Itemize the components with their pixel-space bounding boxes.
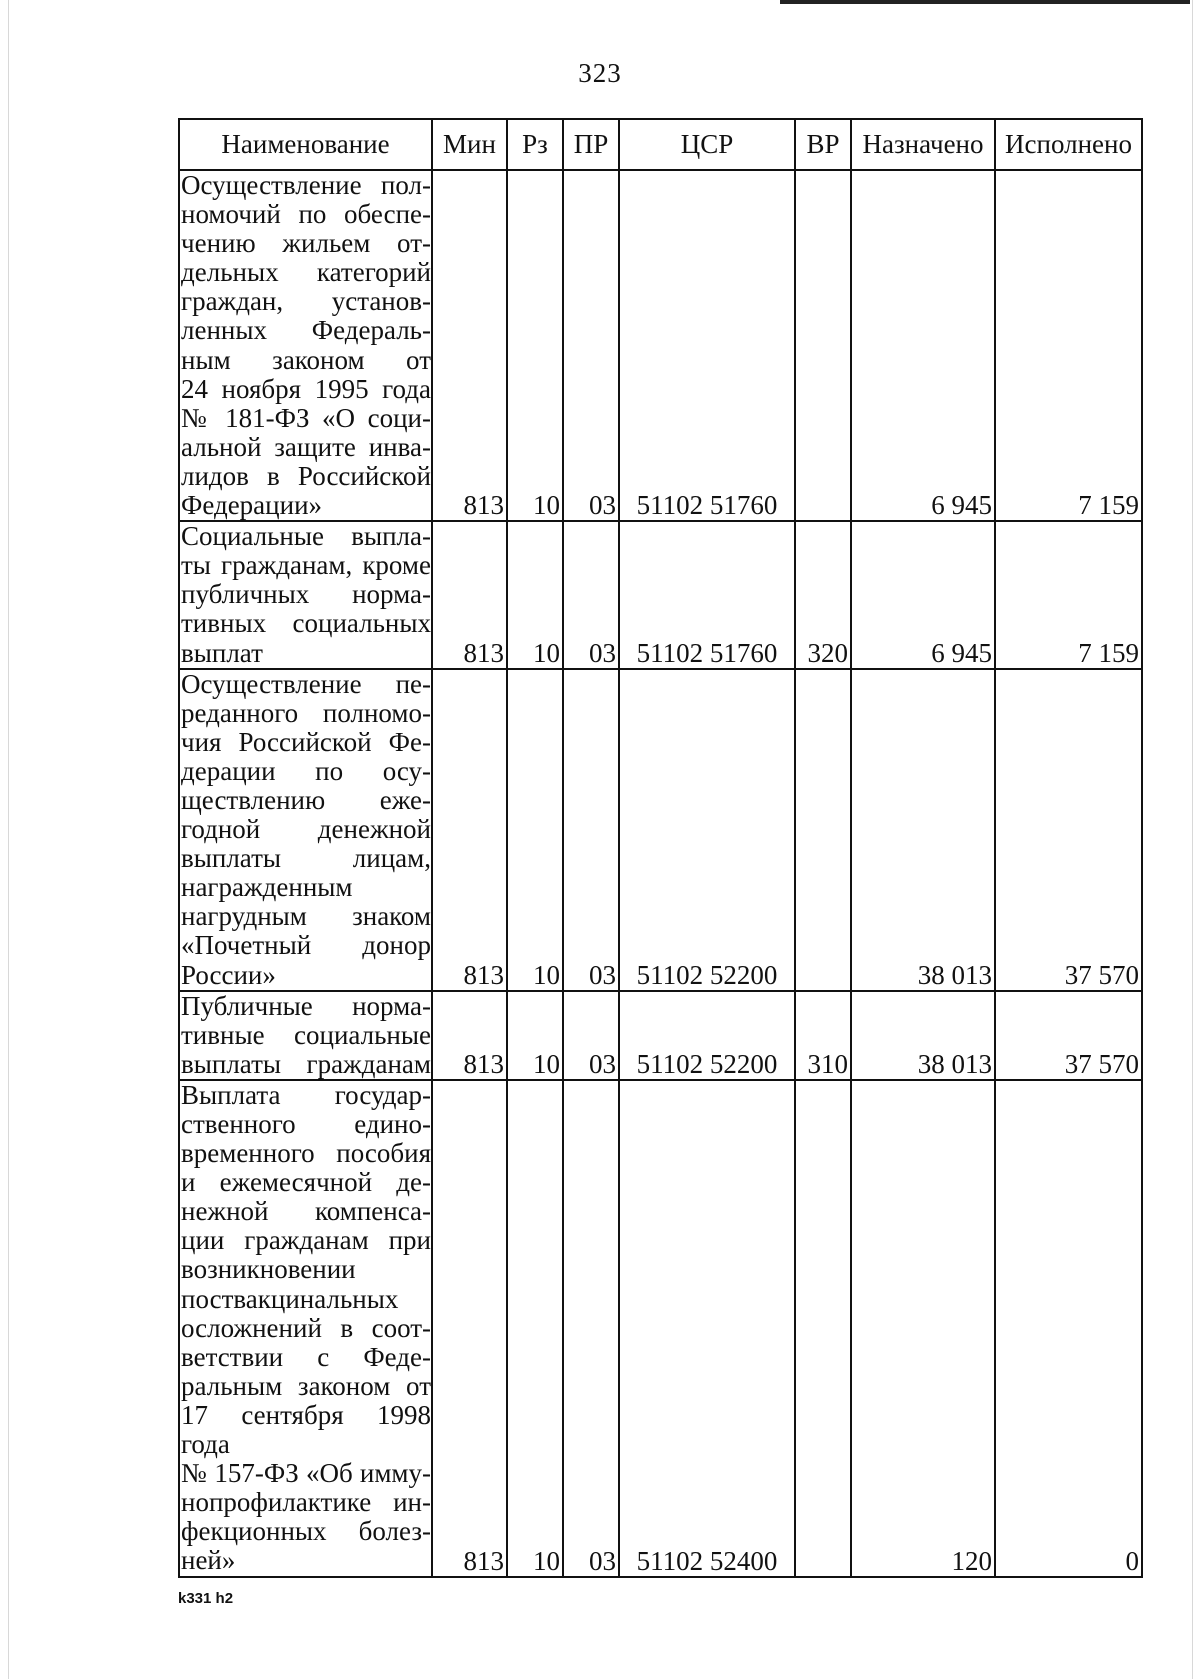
- cell-pr: 03: [563, 1080, 619, 1577]
- cell-rz: 10: [507, 669, 563, 991]
- row-name-line: России»: [181, 959, 276, 990]
- cell-rz: 10: [507, 1080, 563, 1577]
- row-name-line: нежной компенса-: [181, 1196, 431, 1227]
- row-name-line: ветствии с Феде-: [181, 1341, 431, 1372]
- header-pr: ПР: [563, 119, 619, 170]
- cell-rz: 10: [507, 170, 563, 521]
- row-name-line: ственного едино-: [181, 1109, 431, 1139]
- footer-code: k331 h2: [178, 1590, 234, 1607]
- cell-rz: 10: [507, 521, 563, 668]
- table-row: [179, 1080, 1142, 1577]
- cell-rz: 10: [507, 991, 563, 1080]
- budget-table: [178, 118, 1143, 1578]
- row-name-line: нопрофилактике ин-: [181, 1487, 431, 1518]
- header-name: Наименование: [179, 119, 432, 170]
- row-name-line: ществлению еже-: [181, 784, 431, 815]
- row-name-line: возникновении: [181, 1254, 356, 1285]
- row-name-line: № 157-ФЗ «Об имму-: [181, 1458, 431, 1489]
- table-row: [179, 170, 1142, 521]
- row-name-line: ным законом от: [181, 344, 431, 375]
- row-name-line: фекционных болез-: [181, 1516, 431, 1547]
- cell-min: 813: [432, 170, 507, 521]
- row-name-line: ральным законом от: [181, 1370, 431, 1401]
- cell-min: 813: [432, 669, 507, 991]
- table-row: [179, 521, 1142, 668]
- cell-assigned: 6 945: [851, 521, 995, 668]
- cell-assigned: 120: [851, 1080, 995, 1577]
- row-name-line: ции гражданам при: [181, 1225, 431, 1256]
- cell-csr: 51102 51760: [619, 170, 795, 521]
- cell-executed: 7 159: [995, 170, 1142, 521]
- row-name-line: публичных норма-: [181, 579, 431, 610]
- row-name-line: чению жильем от-: [181, 228, 431, 259]
- row-name-line: Социальные выпла-: [181, 521, 431, 552]
- header-min: Мин: [432, 119, 507, 170]
- row-name-line: награжденным: [181, 872, 353, 903]
- cell-executed: 0: [995, 1080, 1142, 1577]
- table-body: [179, 170, 1142, 1577]
- cell-vr: [795, 1080, 851, 1577]
- row-name-line: Публичные норма-: [181, 990, 431, 1021]
- cell-executed: 37 570: [995, 991, 1142, 1080]
- cell-executed: 37 570: [995, 669, 1142, 991]
- row-name: [179, 991, 432, 1080]
- row-name-line: ты гражданам, кроме: [181, 550, 431, 581]
- row-name-line: Выплата государ-: [181, 1079, 431, 1110]
- cell-executed: 7 159: [995, 521, 1142, 668]
- cell-min: 813: [432, 991, 507, 1080]
- row-name: [179, 521, 432, 668]
- row-name-line: 24 ноября 1995 года: [181, 373, 431, 404]
- row-name-line: нагрудным знаком: [181, 901, 431, 932]
- row-name-line: граждан, установ-: [181, 286, 431, 317]
- cell-min: 813: [432, 521, 507, 668]
- row-name-line: Федерации»: [181, 490, 323, 521]
- cell-assigned: 6 945: [851, 170, 995, 521]
- table-header-row: [179, 119, 1142, 170]
- cell-pr: 03: [563, 991, 619, 1080]
- row-name-line: тивные социальные: [181, 1019, 431, 1050]
- row-name-line: и ежемесячной де-: [181, 1167, 431, 1198]
- cell-pr: 03: [563, 521, 619, 668]
- row-name-line: дельных категорий: [181, 257, 431, 288]
- table-row: [179, 991, 1142, 1080]
- row-name-line: «Почетный донор: [181, 930, 431, 961]
- row-name-line: осложнений в соот-: [181, 1312, 431, 1343]
- row-name-line: Осуществление пол-: [181, 170, 431, 200]
- header-executed: Исполнено: [995, 119, 1142, 170]
- row-name: [179, 669, 432, 991]
- row-name-line: выплат: [181, 637, 263, 668]
- table-row: [179, 669, 1142, 991]
- header-rz: Рз: [507, 119, 563, 170]
- row-name-line: дерации по осу-: [181, 755, 431, 786]
- row-name-line: ленных Федераль-: [181, 315, 431, 346]
- cell-vr: 320: [795, 521, 851, 668]
- row-name-line: 17 сентября 1998 года: [181, 1399, 431, 1460]
- row-name-line: поствакцинальных: [181, 1283, 399, 1314]
- header-csr: ЦСР: [619, 119, 795, 170]
- cell-vr: [795, 669, 851, 991]
- row-name-line: выплаты лицам,: [181, 843, 431, 874]
- row-name-line: годной денежной: [181, 814, 431, 845]
- row-name-line: альной защите инва-: [181, 431, 431, 462]
- cell-assigned: 38 013: [851, 991, 995, 1080]
- row-name-line: выплаты гражданам: [181, 1048, 431, 1079]
- row-name-line: лидов в Российской: [181, 460, 431, 491]
- top-rule: [780, 0, 1190, 4]
- cell-assigned: 38 013: [851, 669, 995, 991]
- cell-csr: 51102 52400: [619, 1080, 795, 1577]
- cell-vr: 310: [795, 991, 851, 1080]
- header-assigned: Назначено: [851, 119, 995, 170]
- header-vr: ВР: [795, 119, 851, 170]
- cell-csr: 51102 51760: [619, 521, 795, 668]
- row-name-line: временного пособия: [181, 1138, 431, 1169]
- cell-vr: [795, 170, 851, 521]
- scan-edge-right: [1192, 0, 1193, 1679]
- cell-min: 813: [432, 1080, 507, 1577]
- row-name: [179, 1080, 432, 1577]
- row-name: [179, 170, 432, 521]
- cell-csr: 51102 52200: [619, 669, 795, 991]
- row-name-line: реданного полномо-: [181, 697, 431, 728]
- row-name-line: ней»: [181, 1545, 236, 1576]
- row-name-line: чия Российской Фе-: [181, 726, 431, 757]
- row-name-line: № 181-ФЗ «О соци-: [181, 402, 431, 433]
- row-name-line: Осуществление пе-: [181, 668, 431, 699]
- cell-pr: 03: [563, 669, 619, 991]
- cell-pr: 03: [563, 170, 619, 521]
- page-number: 323: [578, 58, 622, 88]
- row-name-line: тивных социальных: [181, 608, 431, 639]
- scan-edge-left: [8, 0, 9, 1679]
- cell-csr: 51102 52200: [619, 991, 795, 1080]
- row-name-line: номочий по обеспе-: [181, 199, 431, 230]
